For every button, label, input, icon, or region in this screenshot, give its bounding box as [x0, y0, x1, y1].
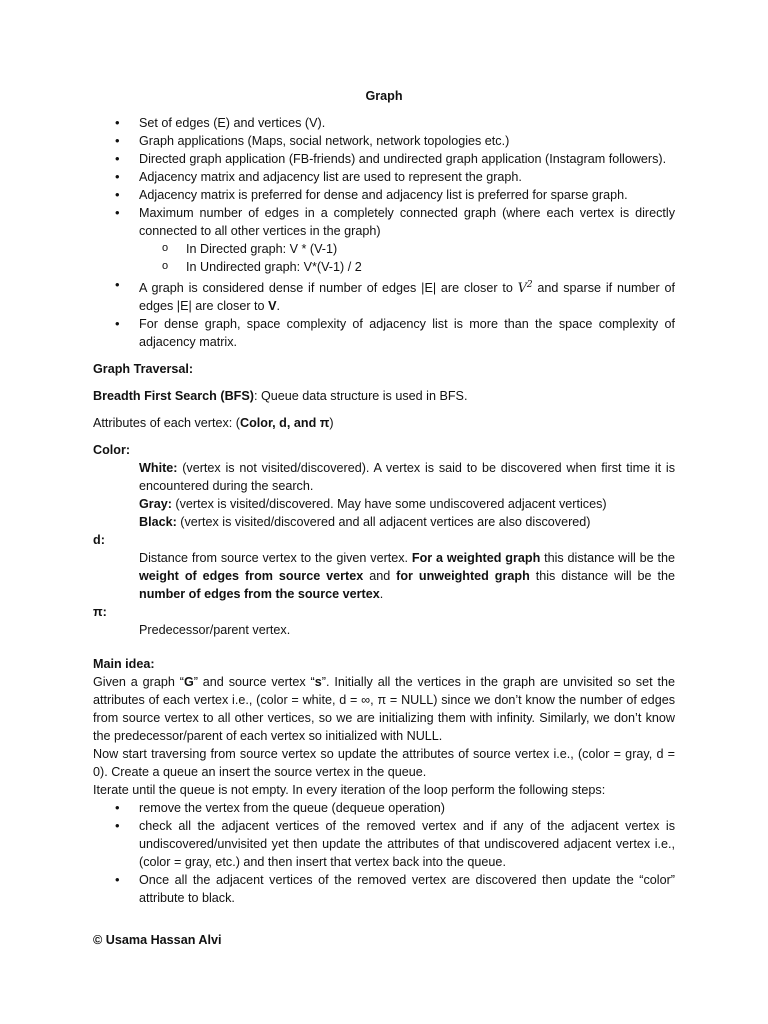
gray-description: Gray: (vertex is visited/discovered. May have some undiscovered adjacent vertices) — [139, 497, 607, 512]
dense-text-2: and sparse if number of edges |E| are closer to — [139, 281, 675, 314]
intro-bullet-list — [93, 114, 675, 351]
d-label: d: — [93, 533, 105, 548]
main-idea-paragraph-1: Given a graph “G” and source vertex “s”. Initially all the vertices in the graph are unvisited so set the attributes of each vertex i.e., (color = white, d = ∞, π = NULL) since we don’t know the number of edges from source vertex to all other vertices, so we are initializing them with infinity. Similarly, we don’t know the predecessor/parent of each vertex so initialized with NULL. — [93, 675, 675, 744]
main-idea-label: Main idea: — [93, 657, 155, 672]
main-idea-paragraph-3: Iterate until the queue is not empty. In every iteration of the loop perform the following steps: — [93, 783, 606, 798]
list-item: • Directed graph application (FB-friends) and undirected graph application (Instagram followers). — [93, 150, 675, 168]
attributes-paragraph: Attributes of each vertex: (Color, d, and π) — [93, 416, 334, 431]
spacer — [93, 639, 675, 655]
black-description: Black: (vertex is visited/discovered and all adjacent vertices are also discovered) — [139, 515, 591, 530]
copyright-footer: © Usama Hassan Alvi — [93, 933, 222, 948]
pi-label: π: — [93, 605, 107, 620]
graph-traversal-heading: Graph Traversal: — [93, 362, 194, 377]
list-item: • Set of edges (E) and vertices (V). — [93, 114, 675, 132]
sub-bullet-list — [139, 240, 675, 276]
steps-bullet-list — [93, 799, 675, 907]
list-item: • A graph is considered dense if number of edges |E| are closer to $V^2$ and sparse if number of edges |E| are closer to V. — [93, 276, 675, 315]
white-description: White: (vertex is not visited/discovered). A vertex is said to be discovered when first time it is encountered during the search. — [139, 461, 675, 494]
color-label: Color: — [93, 443, 131, 458]
list-item: • Once all the adjacent vertices of the removed vertex are discovered then update the “color” attribute to black. — [93, 871, 675, 907]
list-item: • check all the adjacent vertices of the removed vertex and if any of the adjacent vertex is undiscovered/unvisited yet then update the attributes of that undiscovered adjacent vertex i.e., (color = gray, etc.) and then insert that vertex back into the queue. — [93, 817, 675, 871]
main-idea-paragraph-2: Now start traversing from source vertex so update the attributes of source vertex i.e., (color = gray, d = 0). Create a queue an insert the source vertex in the queue. — [93, 747, 675, 780]
sub-list-item: o In Undirected graph: V*(V-1) / 2 — [139, 258, 675, 276]
list-item: • Adjacency matrix and adjacency list are used to represent the graph. — [93, 168, 675, 186]
list-item — [93, 204, 675, 276]
v-bold: V — [268, 299, 277, 314]
max-edges-text: Maximum number of edges in a completely connected graph (where each vertex is directly connected to all other vertices in the graph) — [139, 206, 675, 238]
sub-list-item: o In Directed graph: V * (V-1) — [139, 240, 675, 258]
list-item: • Graph applications (Maps, social network, network topologies etc.) — [93, 132, 675, 150]
v-squared: $V^2$ — [517, 280, 533, 296]
page-title: Graph — [365, 89, 403, 103]
list-item: • Adjacency matrix is preferred for dense and adjacency list is preferred for sparse graph. — [93, 186, 675, 204]
list-item: • For dense graph, space complexity of adjacency list is more than the space complexity of adjacency matrix. — [93, 315, 675, 351]
document-body — [93, 87, 675, 949]
d-description: Distance from source vertex to the given vertex. For a weighted graph this distance will be the weight of edges from source vertex and for unweighted graph this distance will be the number of edges from the source vertex. — [139, 551, 676, 602]
pi-description: Predecessor/parent vertex. — [139, 623, 291, 638]
list-item: • remove the vertex from the queue (dequeue operation) — [93, 799, 675, 817]
dense-text-1: A graph is considered dense if number of edges |E| are closer to — [139, 281, 518, 296]
bfs-paragraph: Breadth First Search (BFS): Queue data structure is used in BFS. — [93, 389, 468, 404]
